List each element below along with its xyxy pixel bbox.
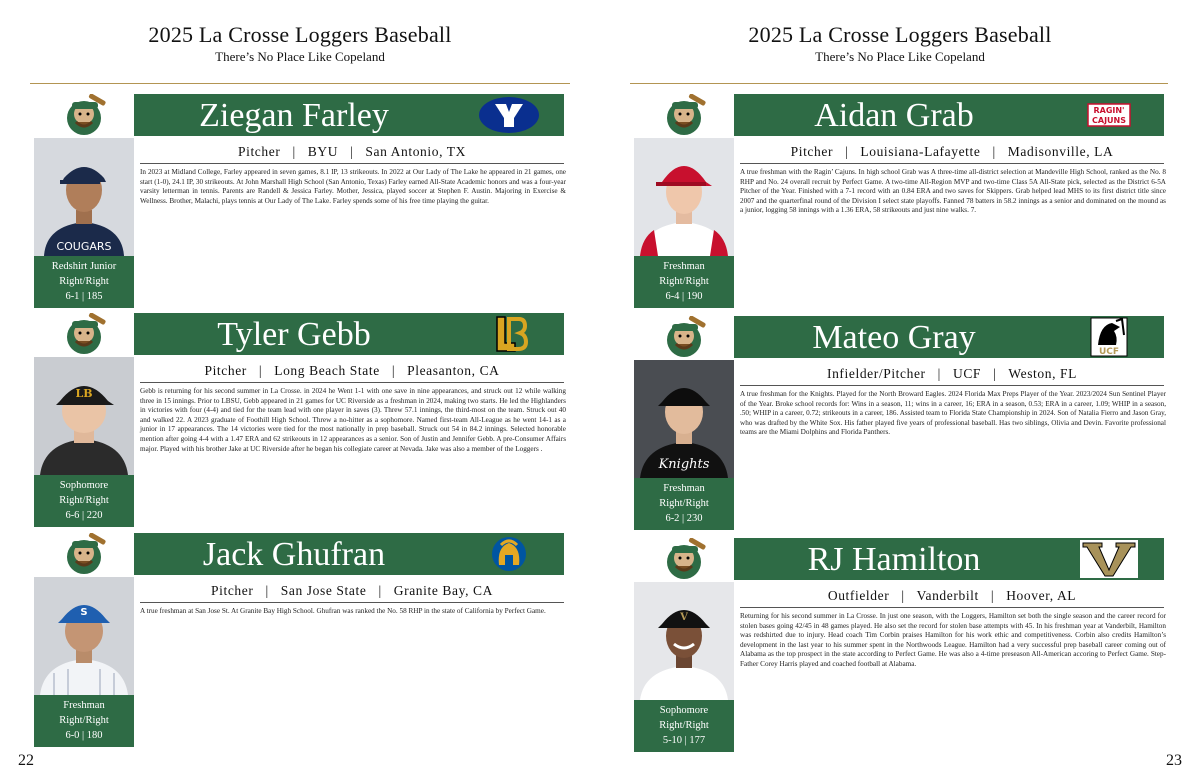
player-stats xyxy=(34,475,134,527)
player-bats-throws: Right/Right xyxy=(59,276,109,287)
loggers-mascot-icon xyxy=(658,94,710,138)
player-position: Infielder/Pitcher xyxy=(826,366,926,381)
long-beach-state-logo-icon xyxy=(478,316,540,352)
player-bio: Returning for his second summer in La Crosse. In just one season, with the Loggers, Hamilton set both the single season and the career record for stolen bases going 42/45 in 48 games played. He also set the record for stolen base attempts with 45. In his freshman year at Vanderbilt, Hamilton was redshirted due to injury. Head coach Tim Corbin praises Hamilton for his work ethic and competitiveness. Corbin also credits Hamilton’s development in the last year to his summer spent in the Northwoods League. Hamilton had a very successful prep baseball career coming out of Alabama as the top prospect in the state according to Perfect Game. He was also a 4-time preseason All-American accoring to Perfect Game. Step-Father Corey Harris played and coached football at Alabama. xyxy=(740,612,1166,668)
player-bats-throws: Right/Right xyxy=(59,495,109,506)
player-name-bar xyxy=(734,316,1164,358)
page-title: 2025 La Crosse Loggers Baseball xyxy=(748,22,1052,47)
player-card-gray xyxy=(634,316,1170,530)
logo-text-ragin: RAGIN' xyxy=(1093,106,1125,115)
player-school: Vanderbilt xyxy=(916,588,979,603)
svg-text:Knights: Knights xyxy=(658,457,710,472)
player-hometown: Hoover, AL xyxy=(1006,588,1077,603)
player-name: Tyler Gebb xyxy=(217,316,371,353)
page-header xyxy=(600,22,1200,65)
player-class: Sophomore xyxy=(59,480,109,491)
page-header xyxy=(0,22,600,65)
player-class: Freshman xyxy=(663,261,705,272)
player-name: Jack Ghufran xyxy=(202,536,386,573)
player-class: Sophomore xyxy=(659,705,709,716)
player-class: Redshirt Junior xyxy=(51,261,117,272)
page-title: 2025 La Crosse Loggers Baseball xyxy=(148,22,452,47)
player-stats xyxy=(34,695,134,747)
player-card-hamilton xyxy=(634,538,1170,752)
loggers-mascot-icon xyxy=(58,94,110,138)
player-photo xyxy=(34,138,134,256)
vanderbilt-v-logo-icon xyxy=(1078,541,1140,577)
player-card-grab xyxy=(634,94,1170,308)
player-meta: Outfielder | Vanderbilt | Hoover, AL xyxy=(740,584,1164,608)
spartan-helmet-icon xyxy=(478,536,540,572)
player-name-bar xyxy=(134,94,564,136)
player-name-bar xyxy=(134,533,564,575)
player-height-weight: 6-1 | 185 xyxy=(65,291,103,302)
player-height-weight: 6-2 | 230 xyxy=(665,513,703,524)
player-photo xyxy=(634,582,734,700)
page-number: 23 xyxy=(1166,752,1182,769)
player-name: Ziegan Farley xyxy=(199,97,389,134)
player-class: Freshman xyxy=(663,483,705,494)
player-card-ghufran xyxy=(34,533,570,747)
logo-text-cajuns: CAJUNS xyxy=(1092,116,1126,125)
player-height-weight: 6-4 | 190 xyxy=(665,291,703,302)
loggers-mascot-icon xyxy=(658,316,710,360)
player-bats-throws: Right/Right xyxy=(59,715,109,726)
player-name: RJ Hamilton xyxy=(807,541,981,578)
player-meta: Pitcher | San Jose State | Granite Bay, CA xyxy=(140,579,564,603)
svg-text:V: V xyxy=(680,612,688,623)
player-stats xyxy=(34,256,134,308)
player-height-weight: 6-0 | 180 xyxy=(65,730,103,741)
player-hometown: Weston, FL xyxy=(1008,366,1078,381)
player-photo xyxy=(634,360,734,478)
player-class: Freshman xyxy=(63,700,105,711)
player-photo xyxy=(634,138,734,256)
player-card-gebb xyxy=(34,313,570,527)
player-position: Pitcher xyxy=(237,144,281,159)
player-bats-throws: Right/Right xyxy=(659,498,709,509)
page-subtitle: There’s No Place Like Copeland xyxy=(815,49,985,64)
svg-text:LB: LB xyxy=(75,387,93,400)
player-bats-throws: Right/Right xyxy=(659,276,709,287)
player-meta: Pitcher | BYU | San Antonio, TX xyxy=(140,140,564,164)
player-photo xyxy=(34,357,134,475)
player-bio: A true freshman at San Jose St. At Granite Bay High School. Ghufran was ranked the No. 58 RHP in the state of California by Perfect Game. xyxy=(140,607,546,615)
page-number: 22 xyxy=(18,752,34,769)
svg-text:S: S xyxy=(80,607,88,618)
player-school: BYU xyxy=(307,144,339,159)
player-height-weight: 5-10 | 177 xyxy=(662,735,706,746)
player-bio: Gebb is returning for his second summer in La Crosse. in 2024 he Went 1-1 with one save in nine appearances, and struck out 12 while walking three in 15 innings. Prior to LBSU, Gebb appeared in 21 games for UC Riverside as a freshman in 2024, making two starts. He led the Highlanders in victories with four (4-4) and tied for the team lead with one player in saves (3). Threw 57.1 innings, the third-most on the team. Struck out 40 and walked 22. A 2023 graduate of Foothill High School. Threw a no-hitter as a sophomore. Named first-team All-League as he went 14-1 as a junior in 17 appearances. The 14 victories were tied for the most nationally in prep baseball. Struck out 54 in 84.2 innings. Selected honorable mention after going 4-4 with a 1.47 ERA and 62 strikeouts in 12 appearances as a senior. Son of Justin and Jennifer Gebb. A pre-Consumer Affairs major. Played with his brother Jake at UC Riverside after he began his collegiate career at Nevada. Jake was also a member of the Loggers . xyxy=(140,387,566,453)
right-page xyxy=(600,0,1200,776)
player-position: Outfielder xyxy=(827,588,890,603)
player-name-bar xyxy=(734,538,1164,580)
loggers-mascot-icon xyxy=(658,538,710,582)
player-bio: In 2023 at Midland College, Farley appeared in seven games, 8.1 IP, 13 strikeouts. In 2022 at Our Lady of The Lake he appeared in 21 games, one start (1-0), 24.1 IP, 30 strikeouts. At John Marshall High School (San Antonio, Texas) Farley earned All-State Academic honors and was a four-year varsity letterman in tennis. Parents are Randell & Jessica Farley. Mother, Jessica, played soccer at Stephen F. Austin. Majoring in Exercise & Wellness. Brother, Malachi, plays tennis at Our Lady of The Lake. Farley spends some of his free time playing the guitar. xyxy=(140,168,566,205)
header-divider xyxy=(30,83,570,84)
player-school: Louisiana-Lafayette xyxy=(860,144,981,159)
logo-text-ucf: UCF xyxy=(1098,347,1120,357)
player-photo xyxy=(34,577,134,695)
player-name: Mateo Gray xyxy=(812,319,976,356)
loggers-mascot-icon xyxy=(58,533,110,577)
player-name-bar xyxy=(134,313,564,355)
player-bats-throws: Right/Right xyxy=(659,720,709,731)
player-card-farley xyxy=(34,94,570,308)
ucf-knight-logo-icon xyxy=(1078,319,1140,355)
player-position: Pitcher xyxy=(204,363,247,378)
player-school: Long Beach State xyxy=(274,363,380,378)
ragin-cajuns-logo-icon xyxy=(1078,97,1140,133)
byu-logo-icon xyxy=(478,97,540,133)
player-meta: Pitcher | Louisiana-Lafayette | Madisonville, LA xyxy=(740,140,1164,164)
player-bio: A true freshman with the Ragin’ Cajuns. In high school Grab was A three-time all-district selection at Mandeville High School, ranked as the No. 8 RHP and No. 24 overall recruit by Perfect Game. A two-time All-Region MVP and two-time Class 5A All-State pick, selected as the District 6-5A Pitcher of the Year. Finished with a 7-1 record with an 0.84 ERA and two saves for Skippers. Grab helped lead MHS to its first district title since 2007 and the quarterfinal round of the Division I select state playoffs. Fanned 78 batters in 58.2 innings as a senior and dominated on the mound as a junior, logging 58 innings with a 1.36 ERA, 58 strikeouts and just nine walks. 7. xyxy=(740,168,1166,215)
player-hometown: San Antonio, TX xyxy=(365,144,467,159)
player-bio: A true freshman for the Knights. Played for the North Broward Eagles. 2024 Florida Max Preps Player of the Year. 2023/2024 Sun Sentinel Player of the Year. Broke school records for: Wins in a season, 11; wins in a career, 16; ERA in a season, 0.53; ERA in a career, 1.09; WHIP in a season, .50; WHIP in a career, 0.72; strikeouts in a career, 186. Assisted team to Florida State Championship in 2024. Son of Natalia Fierro and Jason Gray, who was drafted by the White Sox. His father played five years of professional baseball. Has two siblings, Olivia and Devin. Favorite professional teams are the Miami Dolphins and Florida Panthers. xyxy=(740,390,1166,437)
player-stats xyxy=(634,478,734,530)
player-stats xyxy=(634,700,734,752)
page-subtitle: There’s No Place Like Copeland xyxy=(215,49,385,64)
player-height-weight: 6-6 | 220 xyxy=(65,510,103,521)
player-name: Aidan Grab xyxy=(814,97,974,134)
player-school: San Jose State xyxy=(280,583,367,598)
player-position: Pitcher xyxy=(211,583,254,598)
player-hometown: Granite Bay, CA xyxy=(393,583,493,598)
player-meta: Infielder/Pitcher | UCF | Weston, FL xyxy=(740,362,1164,386)
player-hometown: Madisonville, LA xyxy=(1007,144,1114,159)
svg-text:COUGARS: COUGARS xyxy=(56,240,112,253)
header-divider xyxy=(630,83,1168,84)
player-hometown: Pleasanton, CA xyxy=(407,363,500,378)
player-stats xyxy=(634,256,734,308)
player-name-bar xyxy=(734,94,1164,136)
loggers-mascot-icon xyxy=(58,313,110,357)
player-position: Pitcher xyxy=(790,144,834,159)
player-meta: Pitcher | Long Beach State | Pleasanton, CA xyxy=(140,359,564,383)
player-school: UCF xyxy=(952,366,982,381)
